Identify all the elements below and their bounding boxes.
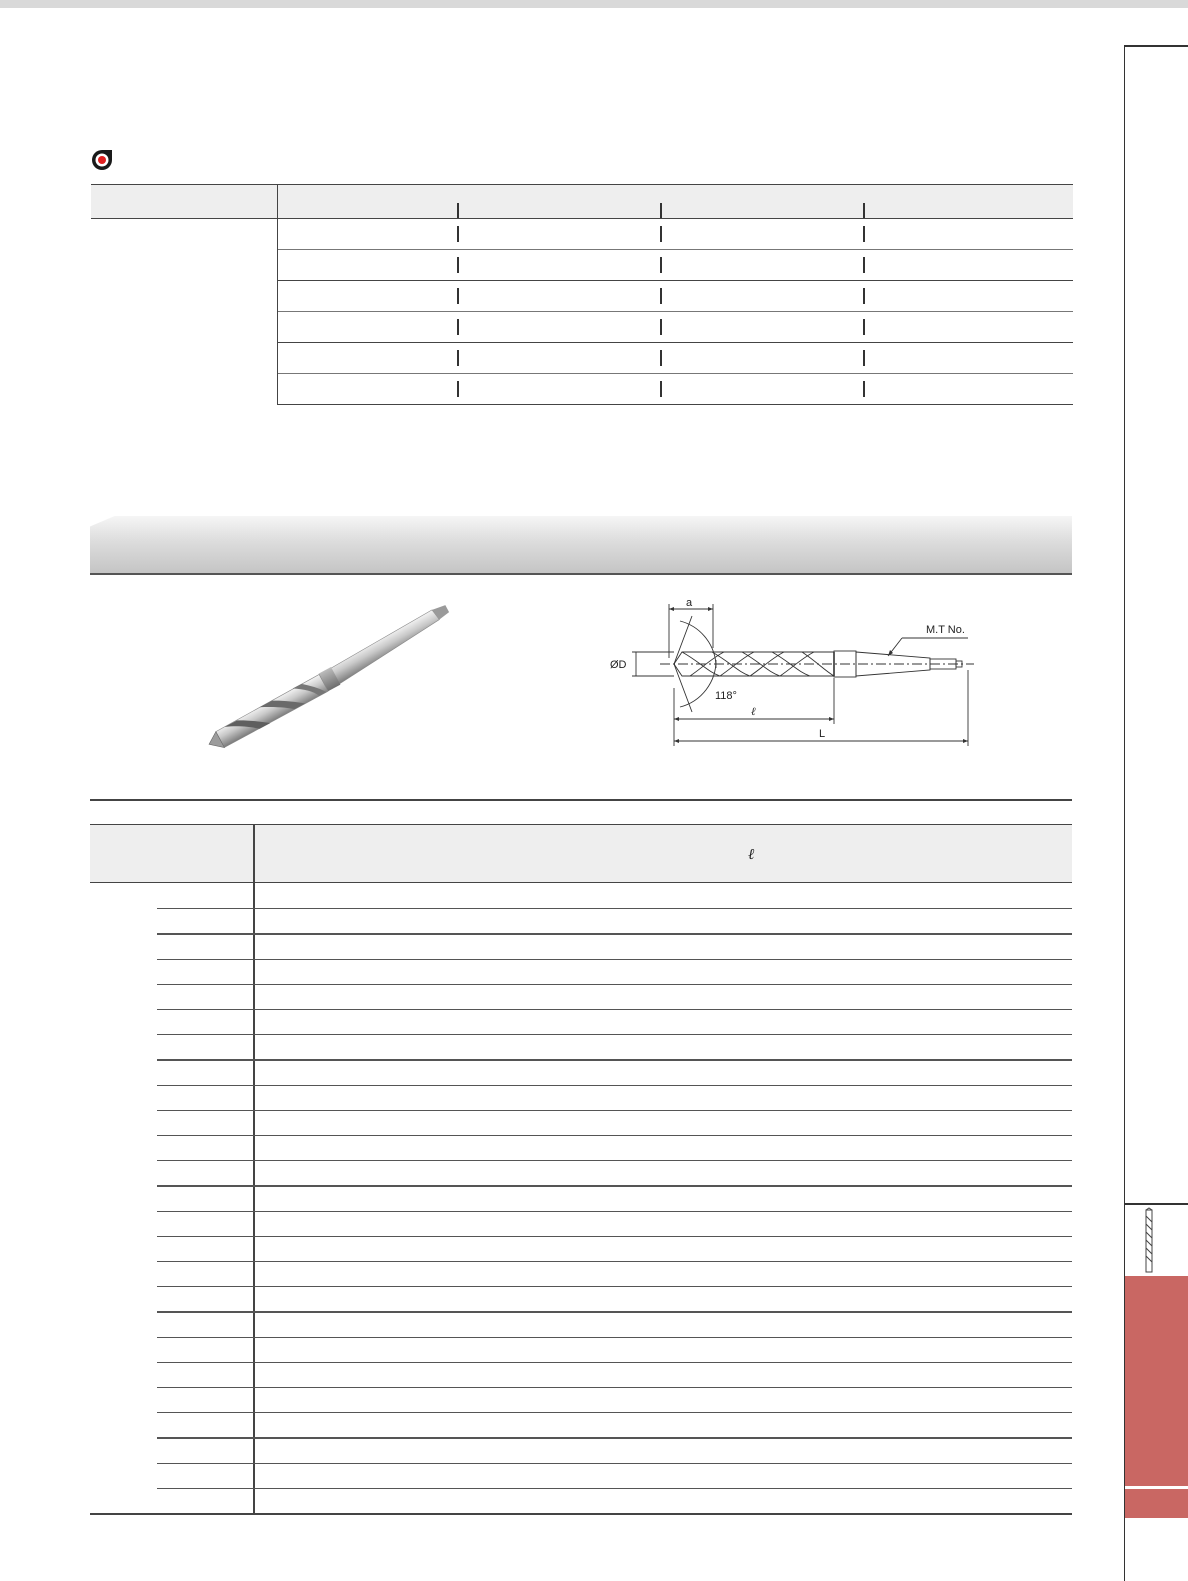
spec-row-separator <box>157 1412 1072 1413</box>
section-separator <box>90 799 1072 801</box>
spec-table-body <box>90 883 1072 1513</box>
conditions-cell <box>863 312 1073 343</box>
spec-header-divider <box>253 825 255 882</box>
conditions-cell <box>660 219 863 250</box>
spec-row-separator <box>157 933 1072 934</box>
conditions-cell <box>277 312 457 343</box>
flute-length-header: ℓ <box>748 845 755 863</box>
spec-row-separator <box>157 1311 1072 1312</box>
spec-row-separator <box>157 1261 1072 1262</box>
conditions-header-row <box>91 185 1073 219</box>
label-angle: 118° <box>715 690 737 702</box>
label-total-length: L <box>819 728 826 740</box>
spec-row-separator <box>157 959 1072 960</box>
spec-row-separator <box>157 984 1072 985</box>
spec-row-separator <box>157 1463 1072 1464</box>
spec-table-header <box>90 824 1072 883</box>
conditions-cell <box>660 374 863 405</box>
drill-product-image <box>185 608 475 753</box>
spec-row-separator <box>157 1236 1072 1237</box>
drill-dimension-diagram <box>612 598 982 748</box>
label-flute-length: ℓ <box>751 705 756 718</box>
conditions-header-cell <box>277 185 457 219</box>
target-mark-icon <box>91 149 113 171</box>
conditions-group-cell <box>91 281 277 343</box>
label-a: a <box>686 597 693 609</box>
spec-row-separator <box>157 1488 1072 1489</box>
spec-row-separator <box>157 1211 1072 1212</box>
section-tab[interactable] <box>1125 1276 1188 1518</box>
conditions-cell <box>863 250 1073 281</box>
spec-row-separator <box>157 1337 1072 1338</box>
conditions-group-cell <box>91 343 277 405</box>
label-diameter: ØD <box>610 659 627 671</box>
conditions-header-cell <box>863 185 1073 219</box>
conditions-cell <box>863 281 1073 312</box>
spec-row-separator <box>157 1160 1072 1161</box>
conditions-cell <box>277 343 457 374</box>
conditions-row <box>91 219 1073 250</box>
spec-row-separator <box>157 1034 1072 1035</box>
side-drill-icon <box>1141 1208 1157 1274</box>
label-taper: M.T No. <box>926 624 965 636</box>
conditions-cell <box>277 219 457 250</box>
spec-row-separator <box>157 1059 1072 1060</box>
spec-body-divider <box>253 883 255 1513</box>
conditions-row <box>91 281 1073 312</box>
conditions-cell <box>660 343 863 374</box>
conditions-cell <box>863 374 1073 405</box>
spec-row-separator <box>157 1437 1072 1438</box>
spec-row-separator <box>157 1387 1072 1388</box>
conditions-cell <box>660 312 863 343</box>
conditions-header-cell <box>660 185 863 219</box>
conditions-cell <box>277 374 457 405</box>
conditions-cell <box>457 250 660 281</box>
spec-row-separator <box>157 1009 1072 1010</box>
conditions-header-cell <box>457 185 660 219</box>
conditions-cell <box>660 281 863 312</box>
section-banner <box>90 516 1072 574</box>
spec-row-separator <box>157 1185 1072 1186</box>
spec-row-separator <box>157 1110 1072 1111</box>
conditions-cell <box>277 250 457 281</box>
conditions-cell <box>457 343 660 374</box>
conditions-cell <box>277 281 457 312</box>
spec-table-bottom-rule <box>90 1513 1072 1515</box>
conditions-cell <box>457 219 660 250</box>
conditions-group-cell <box>91 219 277 281</box>
conditions-row <box>91 343 1073 374</box>
section-tab-stripe <box>1125 1486 1188 1489</box>
conditions-table <box>91 184 1073 405</box>
section-banner-underline <box>90 573 1072 575</box>
conditions-cell <box>863 219 1073 250</box>
conditions-cell <box>457 312 660 343</box>
spec-row-separator <box>157 908 1072 909</box>
spec-row-separator <box>157 1286 1072 1287</box>
conditions-cell <box>457 281 660 312</box>
spec-row-separator <box>157 1135 1072 1136</box>
conditions-cell <box>660 250 863 281</box>
conditions-cell <box>863 343 1073 374</box>
spec-row-separator <box>157 1362 1072 1363</box>
conditions-header-cell <box>91 185 277 219</box>
conditions-cell <box>457 374 660 405</box>
side-column-mid-rule <box>1124 1203 1188 1205</box>
top-border-bar <box>0 0 1188 8</box>
spec-row-separator <box>157 1085 1072 1086</box>
